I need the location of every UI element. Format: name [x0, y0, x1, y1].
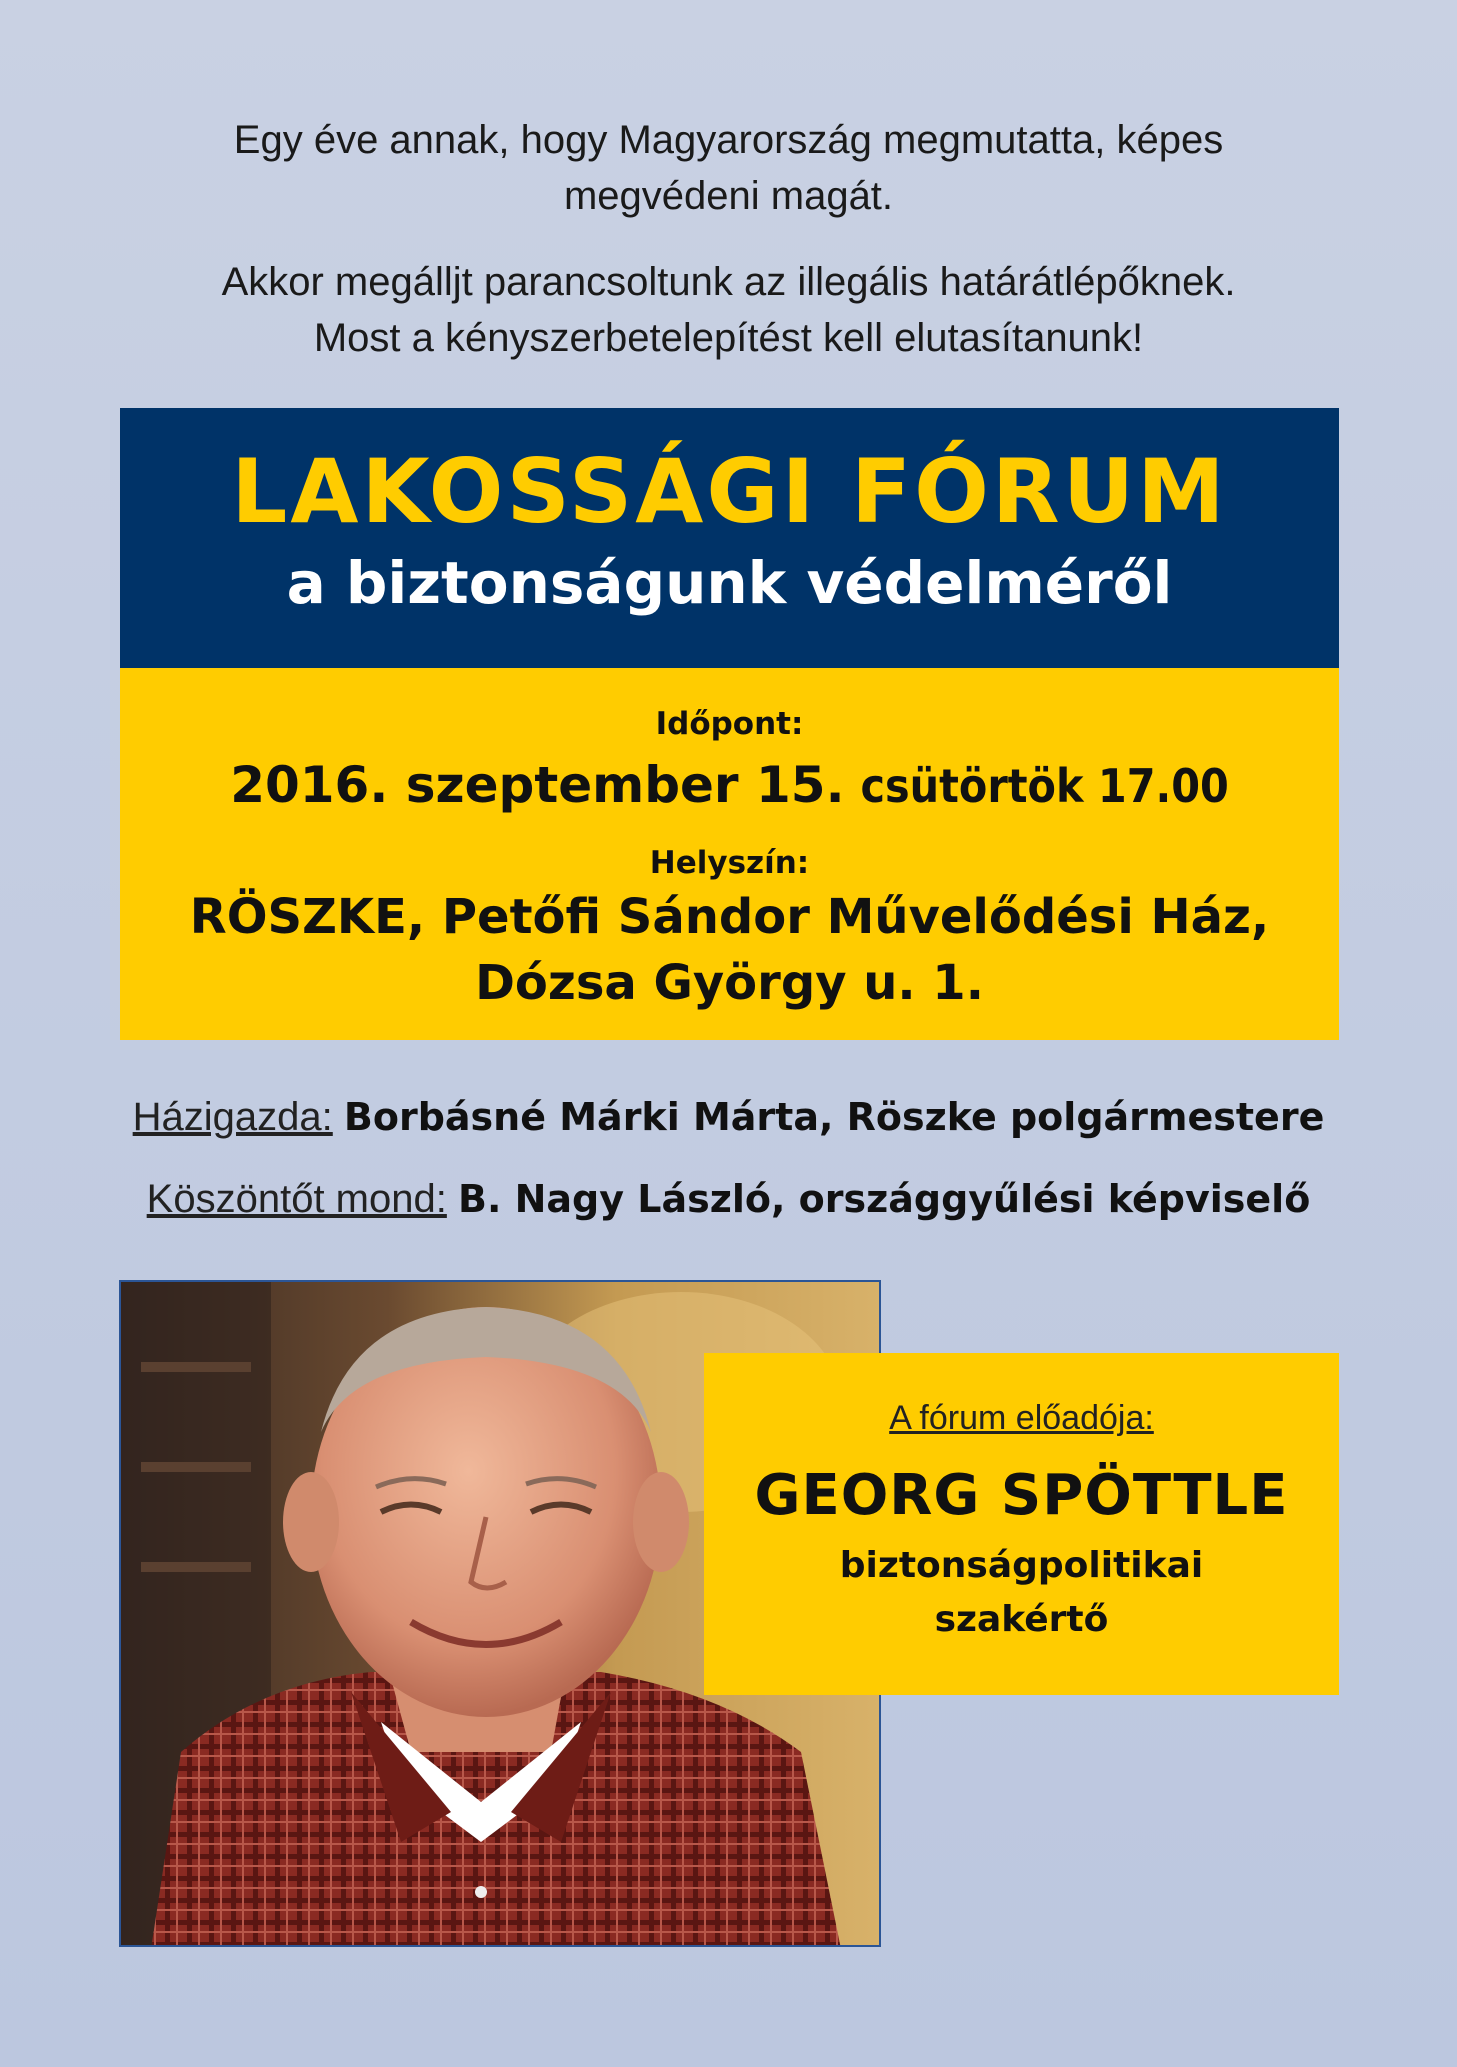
- event-date-line: [120, 752, 1339, 819]
- hosts-section: [80, 1076, 1377, 1240]
- speaker-label: A fórum előadója:: [889, 1399, 1154, 1437]
- event-date: 2016. szeptember 15.: [230, 756, 845, 814]
- host-line: [80, 1076, 1377, 1158]
- host-value: Borbásné Márki Márta, Röszke polgármestere: [343, 1095, 1325, 1139]
- event-venue-line: [120, 885, 1339, 949]
- greeter-line: [80, 1158, 1377, 1240]
- speaker-title: [704, 1539, 1339, 1647]
- greeter-value: B. Nagy László, országgyűlési képviselő: [457, 1177, 1311, 1221]
- intro-paragraph-1: [80, 112, 1377, 224]
- forum-header-banner: [120, 408, 1339, 668]
- intro-paragraph-2: [80, 254, 1377, 366]
- event-day-time: csütörtök 17.00: [860, 759, 1229, 813]
- time-label: Időpont:: [655, 706, 804, 742]
- intro-text: [80, 112, 1377, 366]
- intro-line-1: Egy éve annak, hogy Magyarország megmutatta, képes: [233, 118, 1224, 162]
- speaker-name: GEORG SPÖTTLE: [754, 1463, 1289, 1528]
- place-label: Helyszín:: [649, 845, 810, 881]
- host-label: Házigazda:: [132, 1095, 333, 1139]
- event-venue: , Petőfi Sándor Művelődési Ház,: [406, 889, 1270, 945]
- speaker-title-line-2: szakértő: [934, 1599, 1109, 1640]
- speaker-box: [704, 1353, 1339, 1695]
- greeter-label: Köszöntőt mond:: [146, 1177, 447, 1221]
- intro-line-2: megvédeni magát.: [563, 174, 894, 218]
- forum-subtitle: a biztonságunk védelméről: [286, 549, 1173, 617]
- forum-title: LAKOSSÁGI FÓRUM: [231, 440, 1228, 543]
- intro-line-3: Akkor megálljt parancsoltunk az illegális határátlépőknek.: [221, 260, 1236, 304]
- intro-line-4: Most a kényszerbetelepítést kell elutasítanunk!: [313, 316, 1144, 360]
- event-address: Dózsa György u. 1.: [475, 955, 984, 1011]
- speaker-title-line-1: biztonságpolitikai: [839, 1545, 1204, 1586]
- event-city: RÖSZKE: [189, 889, 407, 945]
- event-details-panel: [120, 668, 1339, 1040]
